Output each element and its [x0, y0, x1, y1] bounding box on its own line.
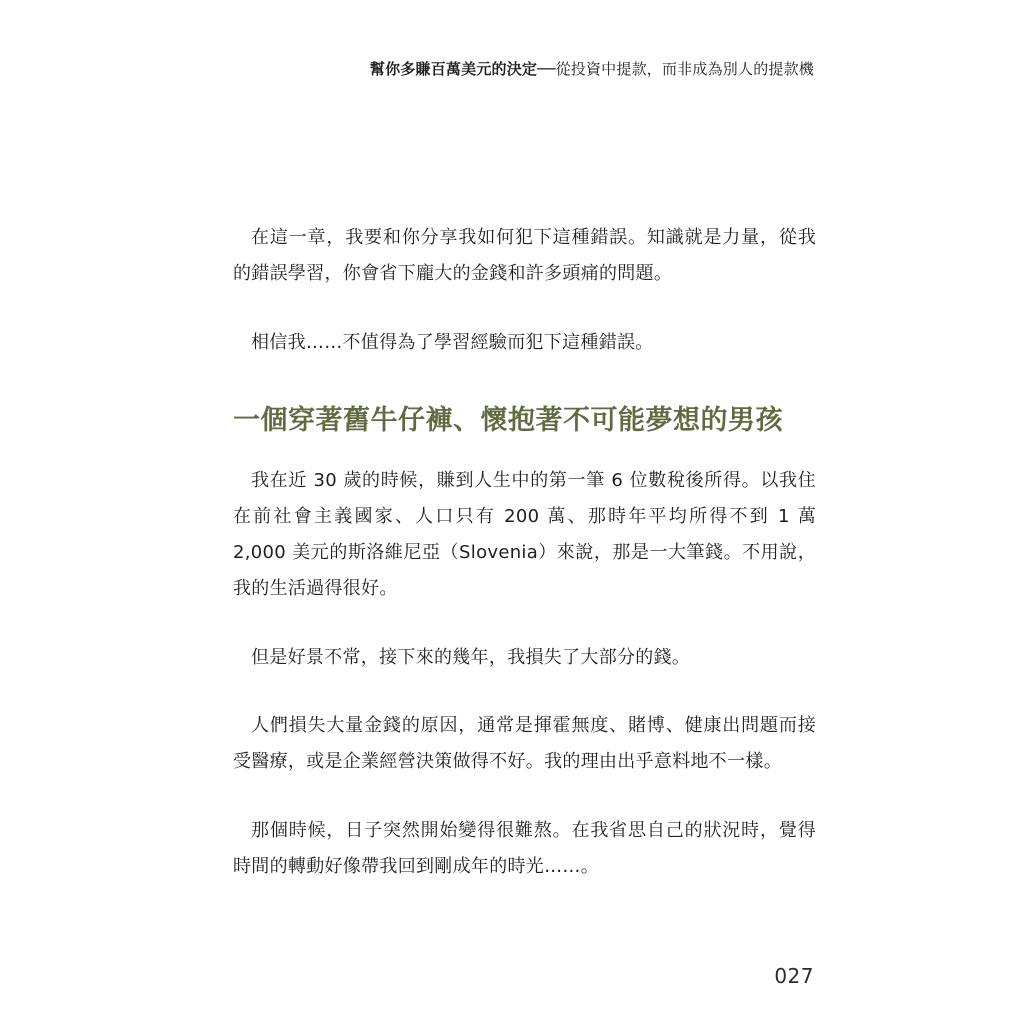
paragraph-intro: [233, 220, 816, 292]
paragraph-trust-me: [233, 325, 816, 361]
running-header: [370, 58, 814, 80]
paragraph-section-4: [233, 813, 816, 885]
paragraph: 我在近 30 歲的時候，賺到人生中的第一筆 6 位數稅後所得。以我住在前社會主義國家、人口只有 200 萬、那時年平均所得不到 1 萬 2,000 美元的斯洛維尼亞（Slovenia）來說，那是一大筆錢。不用說，我的生活過得很好。: [233, 470, 816, 599]
book-subtitle: ──從投資中提款，而非成為別人的提款機: [537, 60, 814, 78]
book-title: 幫你多賺百萬美元的決定: [369, 60, 538, 78]
paragraph-section-3: [233, 708, 816, 780]
page-number: 027: [774, 964, 814, 988]
section-heading: 一個穿著舊牛仔褲、懷抱著不可能夢想的男孩: [233, 405, 783, 436]
paragraph: 但是好景不常，接下來的幾年，我損失了大部分的錢。: [251, 647, 691, 668]
paragraph-section-1: [233, 463, 816, 607]
paragraph: 人們損失大量金錢的原因，通常是揮霍無度、賭博、健康出問題而接受醫療，或是企業經營決策做得不好。我的理由出乎意料地不一樣。: [233, 715, 816, 772]
paragraph: 相信我……不值得為了學習經驗而犯下這種錯誤。: [251, 332, 654, 353]
paragraph: 在這一章，我要和你分享我如何犯下這種錯誤。知識就是力量，從我的錯誤學習，你會省下龐大的金錢和許多頭痛的問題。: [233, 227, 816, 284]
paragraph-section-2: [233, 640, 816, 676]
paragraph: 那個時候，日子突然開始變得很難熬。在我省思自己的狀況時，覺得時間的轉動好像帶我回到剛成年的時光……。: [233, 820, 816, 877]
